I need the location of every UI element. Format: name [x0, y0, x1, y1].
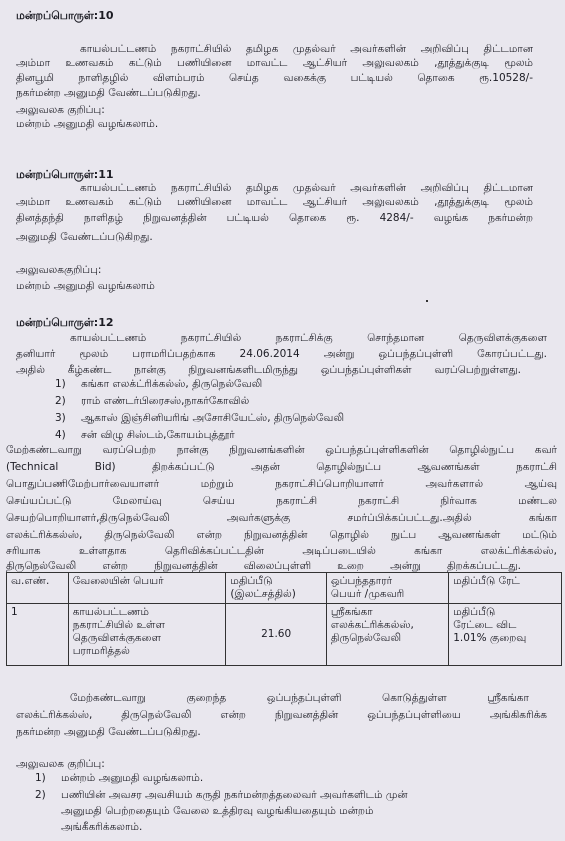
bidder-item: 2) ராம் எண்டர்பிரைசஸ்,நாகர்கோவில் — [55, 395, 250, 407]
header-work-name: வேலையின் பெயர் — [68, 573, 226, 604]
header-rate: மதிப்பீடு ரேட் — [449, 573, 562, 604]
section-12-office-note-label: அலுவலக குறிப்பு: — [16, 758, 105, 770]
section-10-office-note-label: அலுவலக குறிப்பு: — [16, 104, 105, 116]
section-12-heading: மன்றப்பொருள்:12 — [16, 316, 114, 329]
section-11-body-line: அம்மா உணவகம் கட்டும் பணியினை மாவட்ட ஆட்சியர் அலுவலகம் ,தூத்துக்குடி மூலம் — [16, 196, 533, 208]
cell-work-name: காயல்பட்டணம் நகராட்சியில் உள்ள தெருவிளக்குகளை பராமரித்தல் — [68, 604, 226, 666]
section-11-heading: மன்றப்பொருள்:11 — [16, 168, 114, 181]
bidder-item: 4) சன் விழு சிஸ்டம்,கோயம்புத்தூர் — [55, 429, 235, 441]
section-11-body-line: அனுமதி வேண்டப்படுகிறது. — [16, 231, 153, 243]
cell-sno: 1 — [7, 604, 69, 666]
bidder-item: 3) ஆகாஸ் இஞ்சினியரிங் அசோசியேட்ஸ், திருநெல்வேலி — [55, 412, 345, 424]
section-10-body-line: அம்மா உணவகம் கட்டும் பணியினை மாவட்ட ஆட்சியர் அலுவலகம் ,தூத்துக்குடி மூலம் — [16, 57, 533, 69]
section-12-intro-line: காயல்பட்டணம் நகராட்சியில் நகராட்சிக்கு சொந்தமான தெருவிளக்குகளை — [70, 332, 547, 344]
section-12-conclusion-line: மேற்கண்டவாறு குறைந்த ஒப்பந்தப்புள்ளி கொடுத்துள்ள ஸ்ரீகங்கா — [70, 692, 529, 704]
section-12-evaluation-line: சரியாக உள்ளதாக தெரிவிக்கப்பட்டதின் அடிப்படையில் கங்கா எலக்ட்ரிக்கல்ஸ், — [6, 545, 557, 557]
section-10-heading: மன்றப்பொருள்:10 — [16, 9, 114, 22]
cell-estimate: 21.60 — [226, 604, 326, 666]
section-12-evaluation-line: திருநெல்வேலி என்ற நிறுவனத்தின் விலைப்புள்ளி உறை அன்று திறக்கப்பட்டது. — [6, 560, 521, 572]
section-12-evaluation-line: மேற்கண்டவாறு வரப்பெற்ற நான்கு நிறுவனங்களின் ஒப்பந்தப்புள்ளிகளின் தொழில்நுட்ப கவர் — [6, 444, 557, 456]
office-note-item-continuation: அனுமதி பெற்றதையும் வேலை உத்திரவு வழங்கியதையும் மன்றம் — [61, 805, 374, 817]
section-12-evaluation-line: பொதுப்பணிமேற்பார்வையாளர் மற்றும் நகராட்சிப்பொறியாளர் அவர்களால் ஆய்வு — [6, 478, 557, 490]
office-note-item-continuation: அங்கீகரிக்கலாம். — [61, 821, 143, 833]
section-12-conclusion-line: நகர்மன்ற அனுமதி வேண்டப்படுகிறது. — [16, 726, 201, 738]
header-contractor: ஒப்பந்ததாரர் பெயர் /முகவரி — [326, 573, 448, 604]
tender-table — [6, 572, 562, 666]
section-10-body-line: நகர்மன்ற அனுமதி வேண்டப்படுகிறது. — [16, 87, 201, 99]
section-12-evaluation-line: செயற்பொறியாளர்,திருநெல்வேலி அவர்களுக்கு சமர்ப்பிக்கப்பட்டது.அதில் கங்கா — [6, 512, 557, 524]
section-12-conclusion-line: எலக்ட்ரிக்கல்ஸ், திருநெல்வேலி என்ற நிறுவனத்தின் ஒப்பந்தப்புள்ளியை அங்கிகரிக்க — [16, 709, 547, 721]
table-row — [7, 604, 562, 666]
section-12-intro-line: அதில் கீழ்கண்ட நான்கு நிறுவனங்களிடமிருந்து ஒப்பந்தப்புள்ளிகள் வரப்பெற்றுள்ளது. — [16, 364, 521, 376]
section-11-body-line: காயல்பட்டணம் நகராட்சியில் தமிழக முதல்வர் அவர்களின் அறிவிப்பு திட்டமான — [80, 182, 533, 194]
header-sno: வ.எண். — [7, 573, 69, 604]
cell-rate: மதிப்பீடு ரேட்டை விட 1.01% குறைவு — [449, 604, 562, 666]
table-header-row — [7, 573, 562, 604]
speck-mark — [426, 300, 428, 302]
section-11-office-note-label: அலுவலககுறிப்பு: — [16, 264, 102, 276]
section-11-body-line: தினத்தந்தி நாளிதழ் நிறுவனத்தின் பட்டியல் தொகை ரூ. 4284/- வழங்க நகர்மன்ற — [16, 212, 533, 224]
section-12-evaluation-line: (Technical Bid) திறக்கப்பட்டு அதன் தொழில்நுட்ப ஆவணங்கள் நகராட்சி — [6, 461, 557, 473]
bidder-item: 1) கங்கா எலக்ட்ரிக்கல்ஸ், திருநெல்வேலி — [55, 378, 263, 390]
section-10-body-line: தினபூமி நாளிதழில் விளம்பரம் செய்த வகைக்கு பட்டியல் தொகை ரூ.10528/- — [16, 72, 533, 84]
section-10-body-line: காயல்பட்டணம் நகராட்சியில் தமிழக முதல்வர் அவர்களின் அறிவிப்பு திட்டமான — [80, 43, 533, 55]
section-12-evaluation-line: எலக்ட்ரிக்கல்ஸ், திருநெல்வேலி என்ற நிறுவனத்தின் தொழில் நுட்ப ஆவணங்கள் மட்டும் — [6, 529, 557, 541]
section-10-office-note: மன்றம் அனுமதி வழங்கலாம். — [16, 118, 159, 130]
section-12-intro-line: தனியார் மூலம் பராமரிப்பதற்காக 24.06.2014 அன்று ஒப்பந்தப்புள்ளி கோரப்பட்டது. — [16, 348, 547, 360]
cell-contractor: ஸ்ரீகங்கா எலக்கட்ரிக்கல்ஸ், திருநெல்வேலி — [326, 604, 448, 666]
header-estimate: மதிப்பீடு (இலட்சத்தில்) — [226, 573, 326, 604]
office-note-item: 2) பணியின் அவசர அவசியம் கருதி நகர்மன்றத்தலைவர் அவர்களிடம் முன் — [35, 789, 408, 801]
section-11-office-note: மன்றம் அனுமதி வழங்கலாம் — [16, 280, 155, 292]
office-note-item: 1) மன்றம் அனுமதி வழங்கலாம். — [35, 772, 204, 784]
section-12-evaluation-line: செய்யப்பட்டு மேலாய்வு செய்ய நகராட்சி நகராட்சி நிர்வாக மண்டல — [6, 495, 557, 507]
